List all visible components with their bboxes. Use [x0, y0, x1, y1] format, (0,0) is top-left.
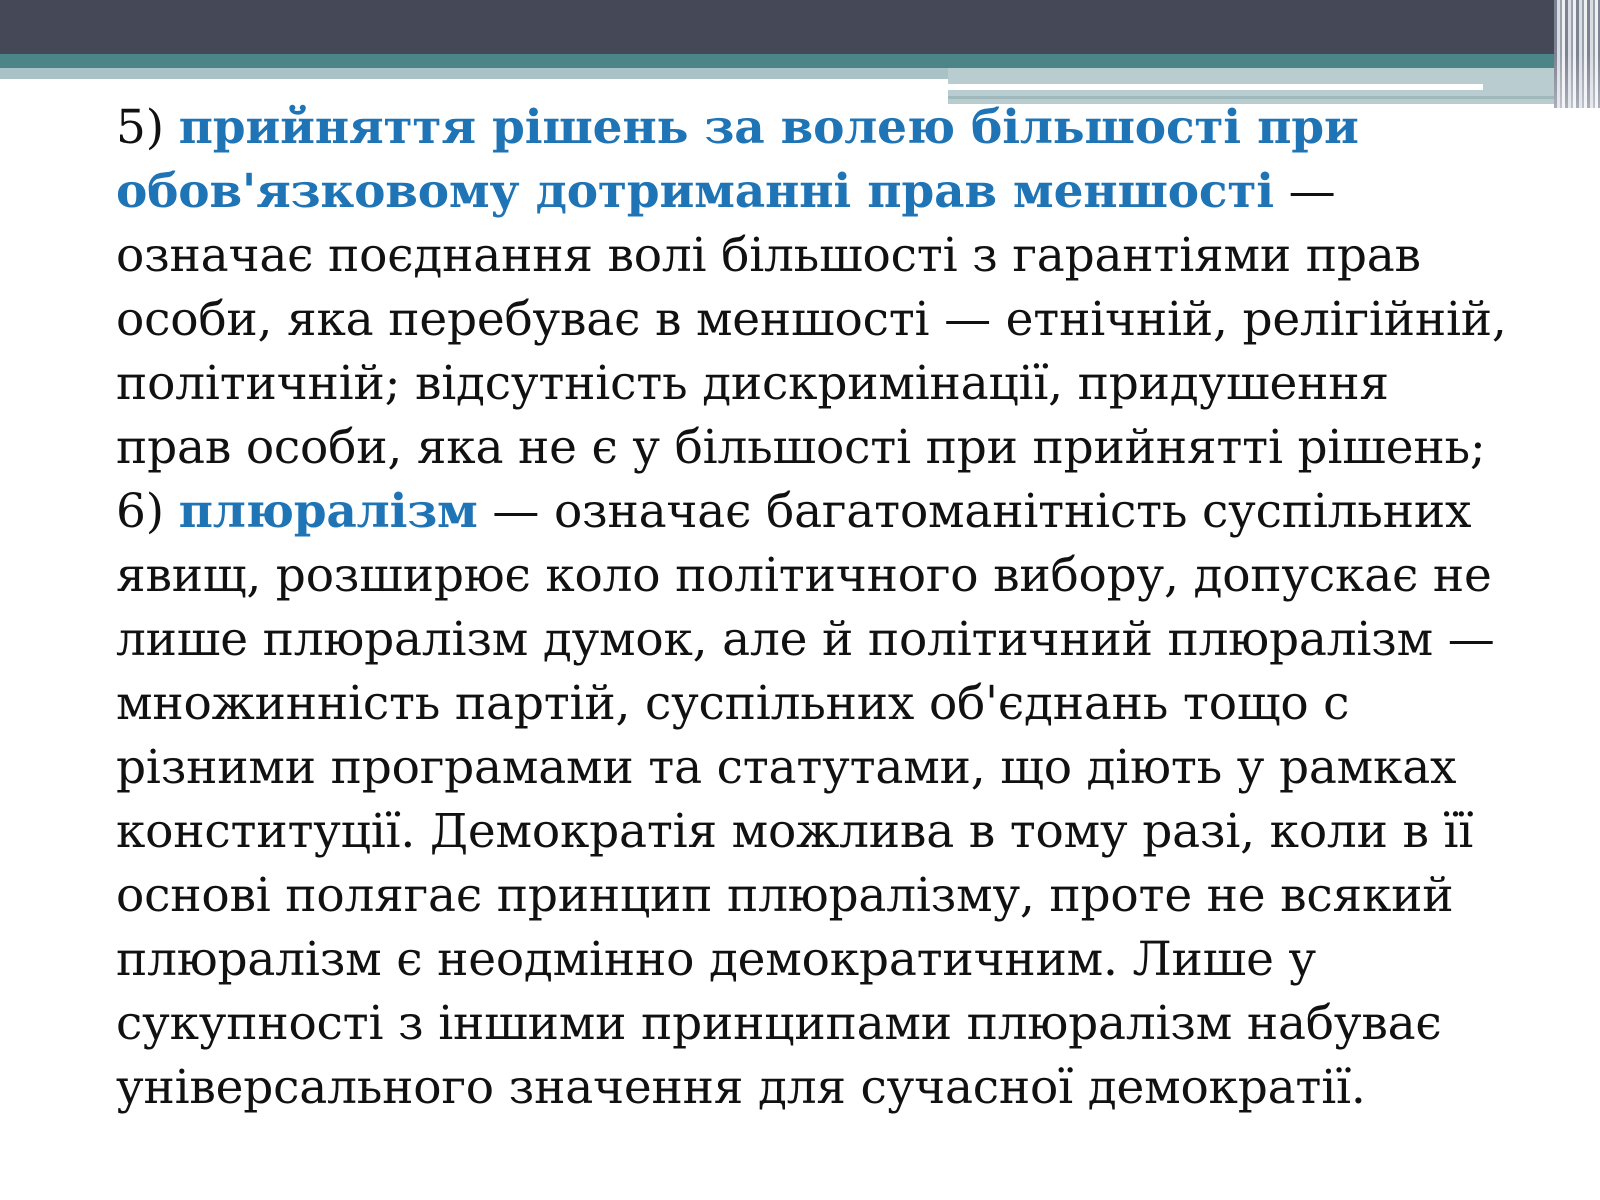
corner-stripes-fade	[1554, 54, 1600, 108]
principle-6-paragraph	[116, 480, 1516, 1120]
header-accent-line	[948, 84, 1483, 90]
slide-body-text	[116, 96, 1516, 1120]
header-bar-light-left	[0, 68, 948, 79]
principle-5-number: 5)	[116, 100, 179, 155]
principle-5-text: — означає поєднання волі більшості з гарантіями прав особи, яка перебуває в меншості — етнічній, релігійній, політичній; відсутність дискримінації, придушення прав особи, яка не є у більшості при прийнятті рішень;	[116, 164, 1507, 475]
principle-5-term: прийняття рішень за волею більшості при обов'язковому дотриманні прав меншості	[116, 100, 1359, 219]
header-bar-dark	[0, 0, 1600, 54]
principle-6-text: — означає багатоманітність суспільних явищ, розширює коло політичного вибору, допускає не лише плюралізм думок, але й політичний плюралізм — множинність партій, суспільних об'єднань тощо с різними програмами та статутами, що діють у рамках конституції. Демократія можлива в тому разі, коли в її основі полягає принцип плюралізму, проте не всякий плюралізм є неодмінно демократичним. Лише у сукупності з іншими принципами плюралізм набуває універсального значення для сучасної демократії.	[116, 484, 1495, 1115]
principle-6-number: 6)	[116, 484, 179, 539]
principle-6-term: плюралізм	[178, 484, 478, 539]
principle-5-paragraph	[116, 96, 1516, 480]
header-bar-teal	[0, 54, 1600, 68]
